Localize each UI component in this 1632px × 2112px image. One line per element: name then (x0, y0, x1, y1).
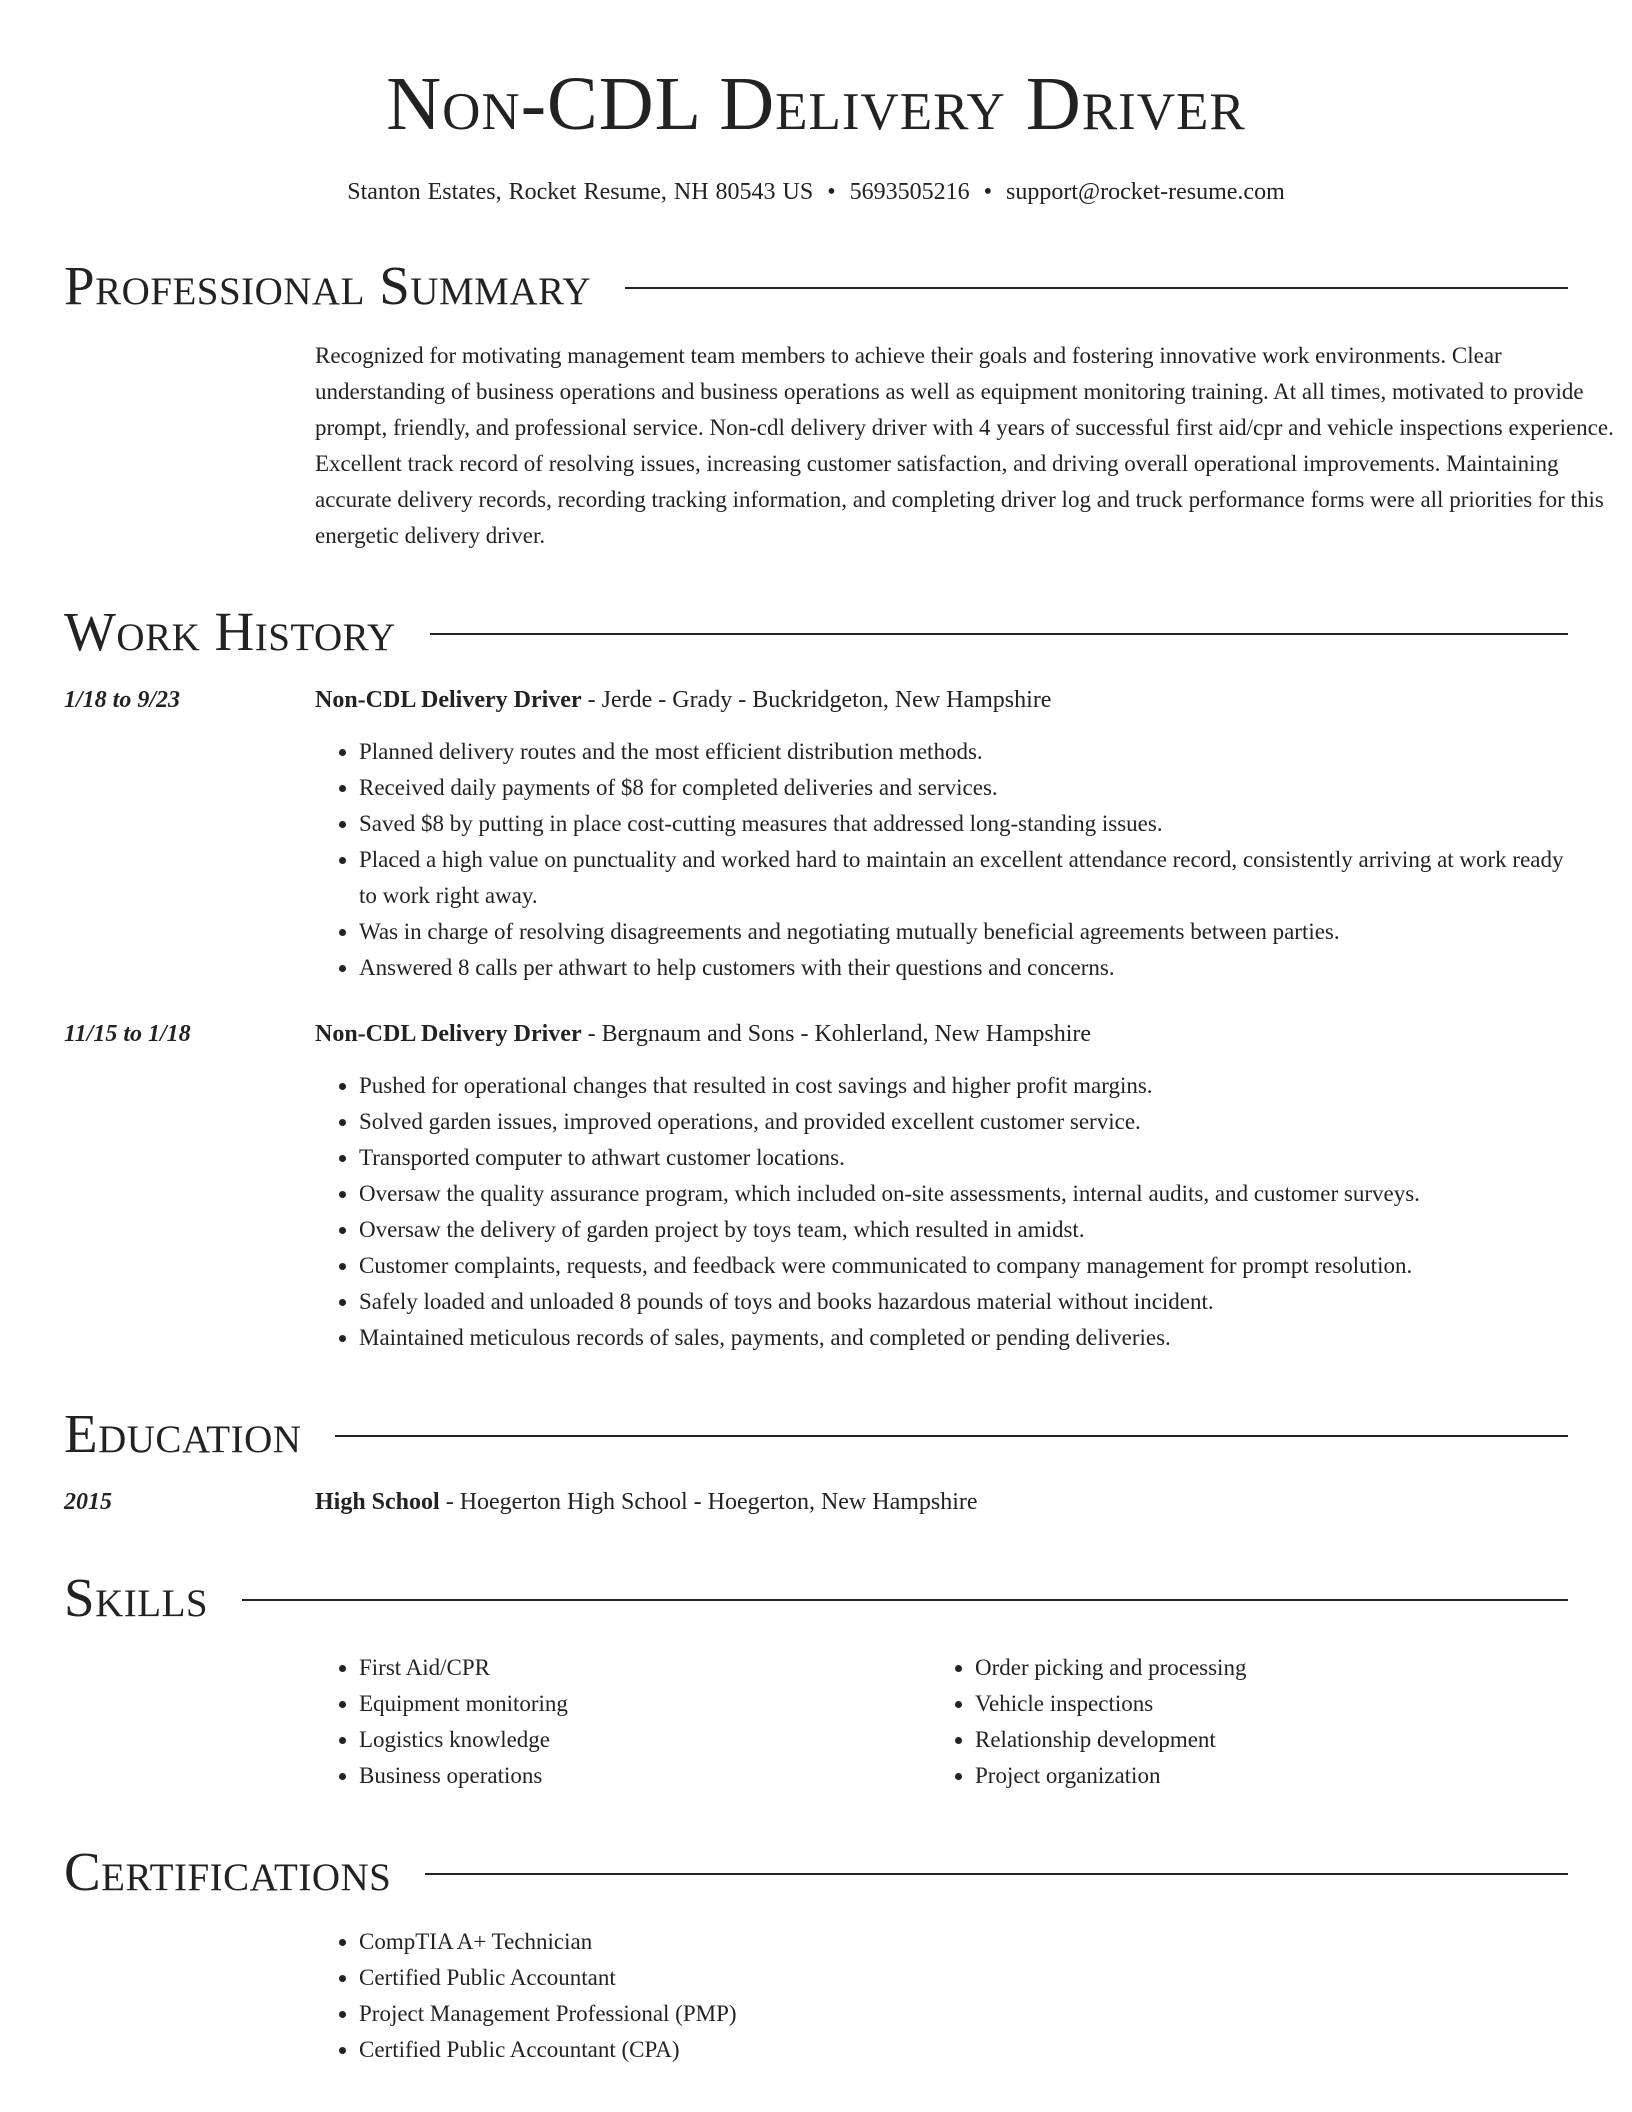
skill-item: • Business operations (359, 1758, 931, 1794)
skills-column-left (315, 1650, 931, 1794)
job-bullet: • Was in charge of resolving disagreements and negotiating mutually beneficial agreements between parties. (359, 914, 1568, 950)
education-heading: Education (64, 1403, 302, 1464)
job-bullet: • Planned delivery routes and the most efficient distribution methods. (359, 734, 1568, 770)
job-entry-2 (64, 1016, 1568, 1356)
job-bullet: • Answered 8 calls per athwart to help customers with their questions and concerns. (359, 950, 1568, 986)
skill-item: • Logistics knowledge (359, 1722, 931, 1758)
summary-text: Recognized for motivating management team members to achieve their goals and fostering innovative work environments. Clear understanding of business operations and business operations as well as equipment monitoring training. At all times, motivated to provide prompt, friendly, and professional service. Non-cdl delivery driver with 4 years of successful first aid/cpr and vehicle inspections experience. Excellent track record of resolving issues, increasing customer satisfaction, and driving overall operational improvements. Maintaining accurate delivery records, recording tracking information, and completing driver log and truck performance forms were all priorities for this energetic delivery driver. (315, 343, 1614, 548)
job-bullet: • Received daily payments of $8 for completed deliveries and services. (359, 770, 1568, 806)
contact-line (64, 176, 1568, 208)
resume-page (64, 0, 1614, 2068)
certifications-heading: Certifications (64, 1841, 392, 1902)
job-details: - Bergnaum and Sons - Kohlerland, New Hampshire (581, 1021, 1092, 1047)
job-title: Non-CDL Delivery Driver (315, 687, 582, 713)
job-body (315, 682, 1568, 986)
job-dates: 11/15 to 1/18 (64, 1021, 191, 1047)
education-degree: High School (315, 1489, 440, 1515)
resume-title: Non-CDL Delivery Driver (386, 62, 1246, 146)
work-section-header (64, 600, 1568, 664)
skills-section-header (64, 1566, 1568, 1630)
job-dates: 1/18 to 9/23 (64, 687, 181, 713)
skills-list (315, 1650, 1568, 1794)
skills-heading: Skills (64, 1567, 209, 1628)
job-details: - Jerde - Grady - Buckridgeton, New Hampshire (581, 687, 1052, 713)
certification-item: • Certified Public Accountant (359, 1960, 1568, 1996)
certifications-section-header (64, 1840, 1568, 1904)
job-bullet: • Solved garden issues, improved operations, and provided excellent customer service. (359, 1104, 1568, 1140)
job-bullets (315, 1068, 1568, 1356)
job-bullets (315, 734, 1568, 986)
job-body (315, 1016, 1568, 1356)
job-bullet: • Maintained meticulous records of sales, payments, and completed or pending deliveries. (359, 1320, 1568, 1356)
skill-item: • First Aid/CPR (359, 1650, 931, 1686)
contact-email: support@rocket-resume.com (1006, 179, 1285, 205)
job-line (315, 1016, 1568, 1052)
education-entry (64, 1484, 1568, 1520)
skills-column-right (931, 1650, 1547, 1794)
job-bullet: • Customer complaints, requests, and feedback were communicated to company management for prompt resolution. (359, 1248, 1568, 1284)
job-bullet: • Transported computer to athwart customer locations. (359, 1140, 1568, 1176)
job-line (315, 682, 1568, 718)
job-bullet: • Safely loaded and unloaded 8 pounds of toys and books hazardous material without incident. (359, 1284, 1568, 1320)
skill-item: • Project organization (975, 1758, 1547, 1794)
certification-item: • Certified Public Accountant (CPA) (359, 2032, 1568, 2068)
job-bullet: • Oversaw the quality assurance program, which included on-site assessments, internal audits, and customer surveys. (359, 1176, 1568, 1212)
contact-separator: • (983, 179, 993, 205)
job-bullet: • Placed a high value on punctuality and worked hard to maintain an excellent attendance record, consistently arriving at work ready to work right away. (359, 842, 1568, 914)
job-bullet: • Pushed for operational changes that resulted in cost savings and higher profit margins. (359, 1068, 1568, 1104)
certifications-list (315, 1924, 1568, 2068)
job-title: Non-CDL Delivery Driver (315, 1021, 582, 1047)
section-divider (335, 1435, 1568, 1437)
job-entry-1 (64, 682, 1568, 986)
skill-item: • Equipment monitoring (359, 1686, 931, 1722)
summary-heading: Professional Summary (64, 255, 592, 316)
section-divider (625, 287, 1568, 289)
job-bullet: • Saved $8 by putting in place cost-cutting measures that addressed long-standing issues. (359, 806, 1568, 842)
contact-address: Stanton Estates, Rocket Resume, NH 80543 US (347, 179, 814, 205)
section-divider (430, 633, 1568, 635)
certification-item: • CompTIA A+ Technician (359, 1924, 1568, 1960)
summary-section-header (64, 254, 1568, 318)
education-section-header (64, 1402, 1568, 1466)
certifications-items (315, 1924, 1568, 2068)
contact-separator: • (827, 179, 836, 205)
certification-item: • Project Management Professional (PMP) (359, 1996, 1568, 2032)
job-bullet: • Oversaw the delivery of garden project by toys team, which resulted in amidst. (359, 1212, 1568, 1248)
work-heading: Work History (64, 601, 396, 662)
education-body (315, 1484, 1568, 1520)
education-line (315, 1484, 1568, 1520)
section-divider (425, 1873, 1568, 1875)
section-divider (242, 1599, 1568, 1601)
contact-phone: 5693505216 (849, 179, 970, 205)
education-year: 2015 (64, 1489, 112, 1515)
education-details: - Hoegerton High School - Hoegerton, New Hampshire (439, 1489, 978, 1515)
skill-item: • Vehicle inspections (975, 1686, 1547, 1722)
skill-item: • Relationship development (975, 1722, 1547, 1758)
skill-item: • Order picking and processing (975, 1650, 1547, 1686)
